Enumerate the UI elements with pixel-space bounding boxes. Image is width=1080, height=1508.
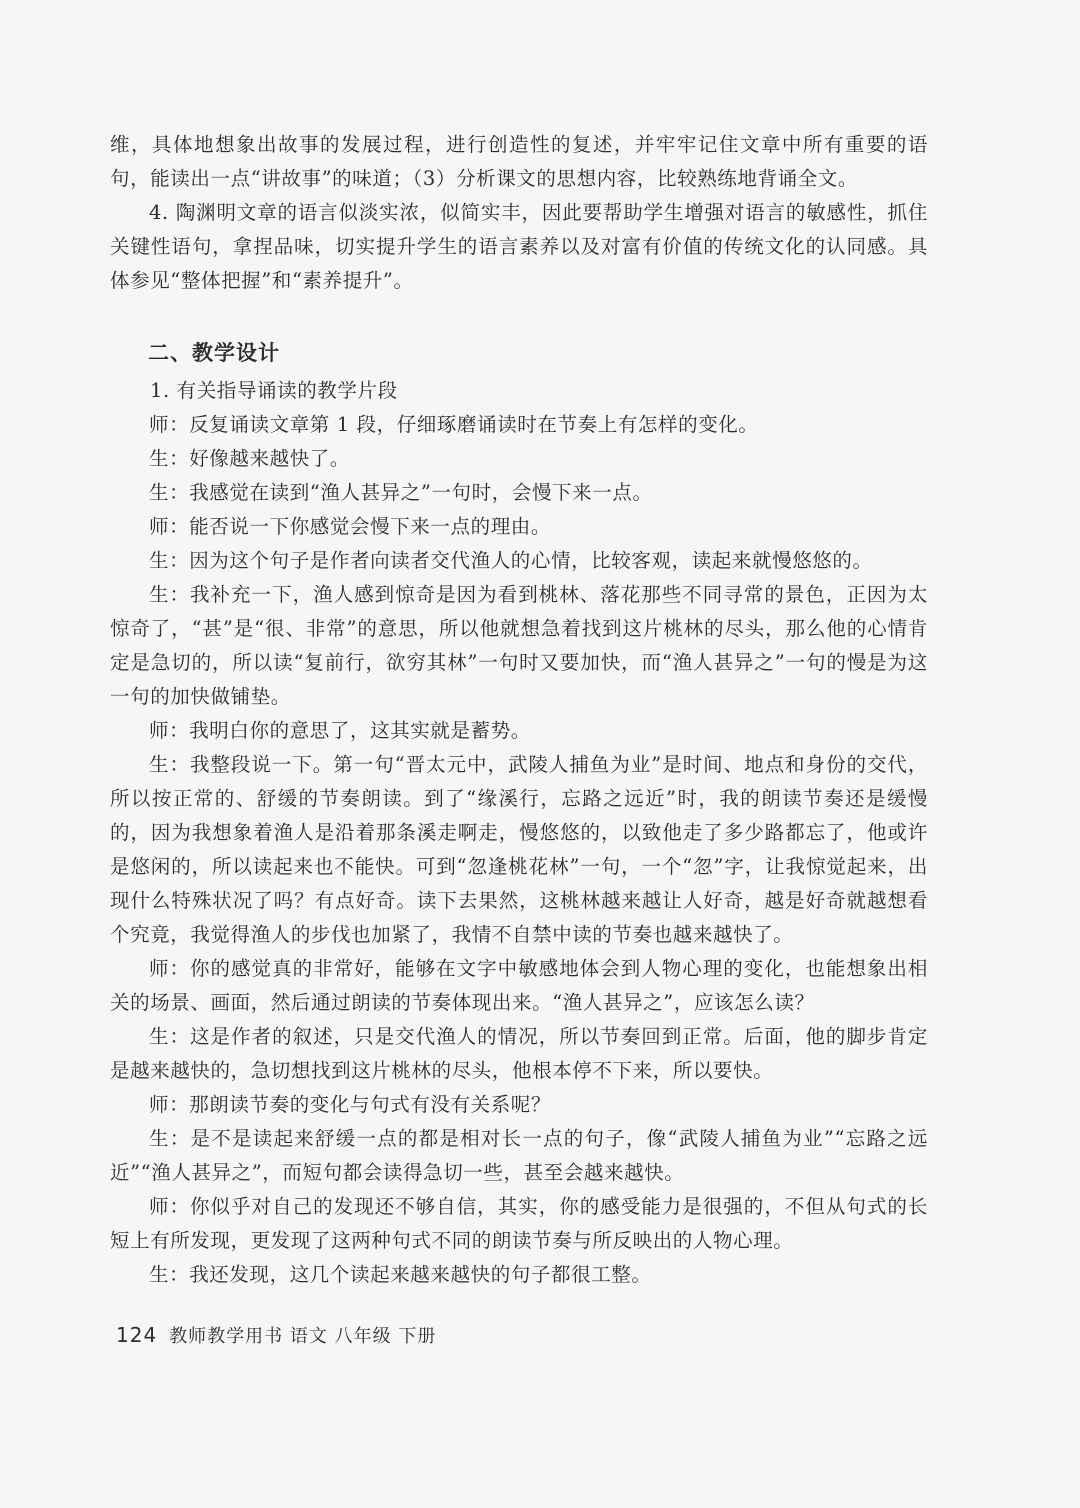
paragraph-continued: 维，具体地想象出故事的发展过程，进行创造性的复述，并牢牢记住文章中所有重要的语句，能读出一点“讲故事”的味道；（3）分析课文的思想内容，比较熟练地背诵全文。 bbox=[110, 133, 928, 190]
dialogue-line: 生：好像越来越快了。 bbox=[149, 447, 351, 470]
dialogue-line: 师：你的感觉真的非常好，能够在文字中敏感地体会到人物心理的变化，也能想象出相关的场景、画面，然后通过朗读的节奏体现出来。“渔人甚异之”，应该怎么读？ bbox=[110, 957, 928, 1014]
dialogue-line: 师：能否说一下你感觉会慢下来一点的理由。 bbox=[149, 515, 552, 538]
page-number: 124 bbox=[116, 1323, 158, 1347]
dialogue-line: 师：那朗读节奏的变化与句式有没有关系呢？ bbox=[149, 1093, 552, 1116]
dialogue-line: 生：我还发现，这几个读起来越来越快的句子都很工整。 bbox=[149, 1263, 652, 1286]
dialogue-line: 师：反复诵读文章第 1 段，仔细琢磨诵读时在节奏上有怎样的变化。 bbox=[149, 413, 759, 436]
dialogue-line: 生：我补充一下，渔人感到惊奇是因为看到桃林、落花那些不同寻常的景色，正因为太惊奇了，“甚”是“很、非常”的意思，所以他就想急着找到这片桃林的尽头，那么他的心情肯定是急切的，所以读“复前行，欲穷其林”一句时又要加快，而“渔人甚异之”一句的慢是为这一句的加快做铺垫。 bbox=[110, 583, 928, 708]
dialogue-line: 生：因为这个句子是作者向读者交代渔人的心情，比较客观，读起来就慢悠悠的。 bbox=[149, 549, 873, 572]
paragraph-point-4: 4. 陶渊明文章的语言似淡实浓，似简实丰，因此要帮助学生增强对语言的敏感性，抓住关键性语句，拿捏品味，切实提升学生的语言素养以及对富有价值的传统文化的认同感。具体参见“整体把握”和“素养提升”。 bbox=[110, 201, 928, 292]
dialogue-line: 生：这是作者的叙述，只是交代渔人的情况，所以节奏回到正常。后面，他的脚步肯定是越来越快的，急切想找到这片桃林的尽头，他根本停不下来，所以要快。 bbox=[110, 1025, 928, 1082]
dialogue-line: 生：是不是读起来舒缓一点的都是相对长一点的句子，像“武陵人捕鱼为业”“忘路之远近”“渔人甚异之”，而短句都会读得急切一些，甚至会越来越快。 bbox=[110, 1127, 928, 1184]
dialogue-line: 生：我感觉在读到“渔人甚异之”一句时，会慢下来一点。 bbox=[149, 481, 653, 504]
dialogue-line: 生：我整段说一下。第一句“晋太元中，武陵人捕鱼为业”是时间、地点和身份的交代，所以按正常的、舒缓的节奏朗读。到了“缘溪行，忘路之远近”时，我的朗读节奏还是缓慢的，因为我想象着渔人是沿着那条溪走啊走，慢悠悠的，以致他走了多少路都忘了，他或许是悠闲的，所以读起来也不能快。可到“忽逢桃花林”一句，一个“忽”字，让我惊觉起来，出现什么特殊状况了吗？有点好奇。读下去果然，这桃林越来越让人好奇，越是好奇就越想看个究竟，我觉得渔人的步伐也加紧了，我情不自禁中读的节奏也越来越快了。 bbox=[110, 753, 928, 946]
dialogue-line: 师：我明白你的意思了，这其实就是蓄势。 bbox=[149, 719, 531, 742]
page-footer bbox=[116, 1322, 436, 1348]
dialogue-line: 师：你似乎对自己的发现还不够自信，其实，你的感受能力是很强的，不但从句式的长短上有所发现，更发现了这两种句式不同的朗读节奏与所反映出的人物心理。 bbox=[110, 1195, 928, 1252]
page-content bbox=[110, 128, 928, 1292]
subsection-heading: 1. 有关指导诵读的教学片段 bbox=[150, 379, 398, 402]
book-title: 教师教学用书 语文 八年级 下册 bbox=[169, 1326, 437, 1347]
section-heading: 二、教学设计 bbox=[148, 341, 280, 365]
